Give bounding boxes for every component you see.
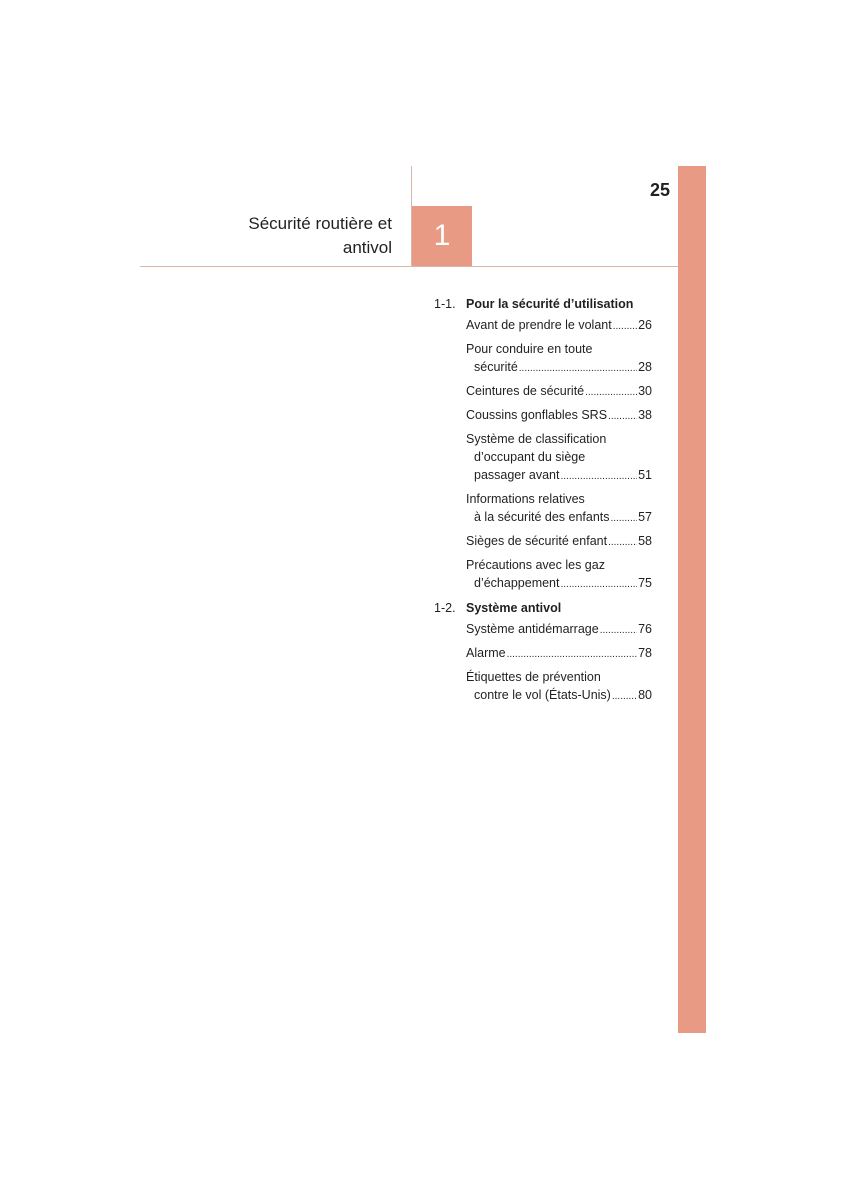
- section-title: Système antivol: [466, 601, 562, 615]
- chapter-title: [132, 212, 392, 260]
- toc-entry-row: [466, 574, 652, 594]
- toc-entry-title: Avant de prendre le volant: [466, 318, 612, 332]
- toc-entry[interactable]: [466, 490, 652, 528]
- toc-entry-row: [466, 686, 652, 706]
- toc-entry-title-line: Système de classification: [466, 432, 607, 446]
- toc-entry-title: à la sécurité des enfants: [474, 510, 610, 524]
- toc-entry-title-line: Précautions avec les gaz: [466, 558, 605, 572]
- toc-entry-page: 80: [638, 688, 652, 702]
- section-number: 1-1.: [434, 297, 456, 311]
- toc-entry-row: [466, 620, 652, 640]
- toc-entry[interactable]: [466, 316, 652, 336]
- toc-entry-page: 26: [638, 318, 652, 332]
- header-horizontal-rule: [140, 266, 678, 267]
- chapter-number-box: 1: [412, 206, 472, 266]
- toc-entry-title-line: Étiquettes de prévention: [466, 670, 601, 684]
- toc-entry[interactable]: [466, 620, 652, 640]
- section-title: Pour la sécurité d’utilisation: [466, 297, 634, 311]
- toc-entry-page: 58: [638, 534, 652, 548]
- leader-dots: [612, 686, 637, 706]
- toc-entry[interactable]: [466, 430, 652, 486]
- leader-dots: [519, 358, 637, 378]
- chapter-side-tab: [678, 166, 706, 1033]
- toc-entry-page: 57: [638, 510, 652, 524]
- toc-entry[interactable]: [466, 644, 652, 664]
- leader-dots: [611, 508, 638, 528]
- toc-entry-title: sécurité: [474, 360, 518, 374]
- leader-dots: [585, 382, 637, 402]
- toc-entry-title: contre le vol (États-Unis): [474, 688, 611, 702]
- toc-entry[interactable]: [466, 382, 652, 402]
- leader-dots: [608, 406, 637, 426]
- toc-entry-title-line: Informations relatives: [466, 492, 585, 506]
- toc-entry-title-line: d’occupant du siège: [474, 450, 586, 464]
- toc-entry[interactable]: [466, 668, 652, 706]
- toc-entry-page: 28: [638, 360, 652, 374]
- leader-dots: [600, 620, 637, 640]
- table-of-contents: [432, 294, 654, 710]
- toc-entry-title: Ceintures de sécurité: [466, 384, 585, 398]
- toc-entry-page: 38: [638, 408, 652, 422]
- toc-entry-row: [466, 532, 652, 552]
- toc-entry-title-line: Pour conduire en toute: [466, 342, 593, 356]
- toc-entry-row: [466, 382, 652, 402]
- toc-entry-title: d’échappement: [474, 576, 560, 590]
- chapter-title-line1: Sécurité routière et: [248, 214, 392, 233]
- toc-entry[interactable]: [466, 340, 652, 378]
- toc-entry-row: [466, 644, 652, 664]
- toc-entry[interactable]: [466, 532, 652, 552]
- toc-entry-title: passager avant: [474, 468, 560, 482]
- toc-entry-title: Coussins gonflables SRS: [466, 408, 608, 422]
- toc-entry-title: Alarme: [466, 646, 506, 660]
- page-number: 25: [649, 180, 670, 200]
- toc-entry-row: [466, 406, 652, 426]
- toc-entry-title: Sièges de sécurité enfant: [466, 534, 608, 548]
- leader-dots: [608, 532, 637, 552]
- toc-entry-row: [466, 358, 652, 378]
- toc-entry-row: [466, 316, 652, 336]
- toc-entry[interactable]: [466, 406, 652, 426]
- section-number: 1-2.: [434, 601, 456, 615]
- leader-dots: [560, 574, 637, 594]
- toc-entry-page: 51: [638, 468, 652, 482]
- leader-dots: [507, 644, 638, 664]
- leader-dots: [560, 466, 637, 486]
- toc-entry[interactable]: [466, 556, 652, 594]
- toc-entry-row: [466, 466, 652, 486]
- toc-section-1-2[interactable]: [432, 598, 654, 620]
- toc-entry-page: 76: [638, 622, 652, 636]
- toc-entry-page: 78: [638, 646, 652, 660]
- toc-entry-row: [466, 508, 652, 528]
- leader-dots: [613, 316, 637, 336]
- chapter-title-line2: antivol: [342, 238, 392, 257]
- toc-section-1-1[interactable]: [432, 294, 654, 316]
- toc-entry-title: Système antidémarrage: [466, 622, 599, 636]
- toc-entry-page: 75: [638, 576, 652, 590]
- toc-entry-page: 30: [638, 384, 652, 398]
